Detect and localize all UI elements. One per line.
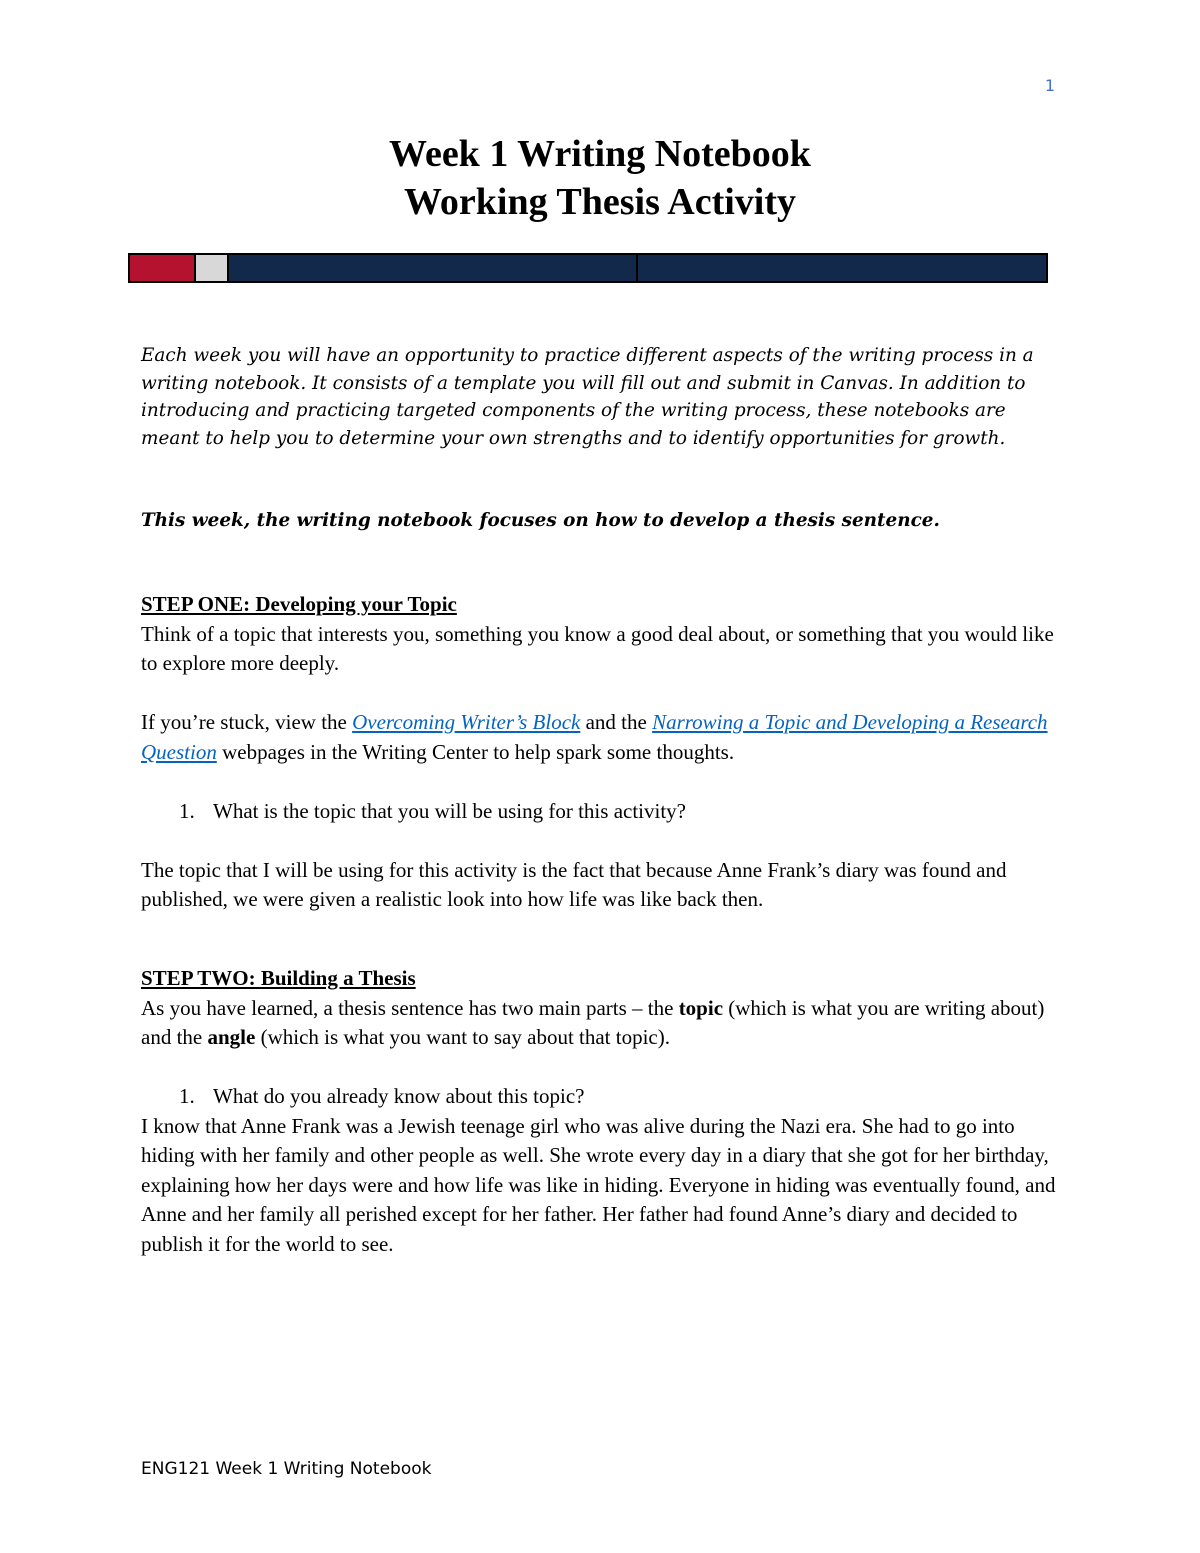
list-number: 1. [179, 798, 195, 823]
narrowing-topic-link[interactable]: Narrowing a Topic and Developing a Research Question [141, 710, 1048, 764]
intro-prefix: As you have learned, a thesis sentence has two main parts – the [141, 995, 679, 1020]
step-two-answer: I know that Anne Frank was a Jewish teenage girl who was alive during the Nazi era. She had to go into hiding with her family and other people as well. She wrote every day in a diary that she got for her birthday, explaining how her days were and how life was like in hiding. Everyone in hiding was eventually found, and Anne and her family all perished except for her father. Her father had found Anne’s diary and decided to publish it for the world to see. [141, 1113, 1056, 1256]
step-one-section [141, 590, 1066, 915]
focus-statement: This week, the writing notebook focuses on how to develop a thesis sentence. [141, 510, 940, 531]
document-title [0, 130, 1200, 226]
stuck-prefix: If you’re stuck, view the [141, 710, 353, 734]
page-footer: ENG121 Week 1 Writing Notebook [141, 1459, 432, 1479]
banner-navy-segment [638, 255, 1046, 281]
intro-paragraph: Each week you will have an opportunity to practice different aspects of the writing process in a writing notebook. It consists of a template you will fill out and submit in Canvas. In addition to introducing and practicing targeted components of the writing process, these notebooks are meant to help you to determine your own strengths and to identify opportunities for growth. [141, 345, 1034, 449]
intro-suffix: (which is what you want to say about that topic). [255, 1025, 670, 1049]
banner-navy-segment [229, 255, 638, 281]
step-two-heading: STEP TWO: Building a Thesis [141, 966, 416, 990]
intro-middle: (which is what you are writing about) and the [141, 995, 1045, 1049]
banner-red-segment [130, 255, 196, 281]
page-number: 1 [1044, 76, 1056, 95]
question-text: What do you already know about this topic? [213, 1084, 585, 1108]
decorative-banner [128, 253, 1048, 283]
step-one-question [179, 797, 1066, 827]
step-one-instructions: Think of a topic that interests you, something you know a good deal about, or something that you would like to explore more deeply. [141, 621, 1054, 675]
title-line-1: Week 1 Writing Notebook [389, 133, 811, 175]
stuck-middle: and the [580, 710, 653, 734]
step-two-intro [141, 994, 1066, 1053]
title-line-2: Working Thesis Activity [403, 181, 797, 223]
stuck-suffix: webpages in the Writing Center to help spark some thoughts. [216, 739, 735, 764]
banner-gray-segment [196, 255, 229, 281]
list-number: 1. [179, 1084, 195, 1108]
topic-term: topic [678, 995, 724, 1020]
angle-term: angle [207, 1025, 256, 1049]
question-text: What is the topic that you will be using for this activity? [213, 798, 686, 823]
stuck-paragraph [141, 708, 1066, 767]
step-two-question [179, 1082, 1066, 1112]
step-two-section [141, 964, 1066, 1259]
overcoming-writers-block-link[interactable]: Overcoming Writer’s Block [352, 710, 581, 734]
step-one-heading: STEP ONE: Developing your Topic [141, 592, 457, 616]
step-one-answer: The topic that I will be using for this activity is the fact that because Anne Frank’s diary was found and published, we were given a realistic look into how life was like back then. [141, 857, 1007, 911]
